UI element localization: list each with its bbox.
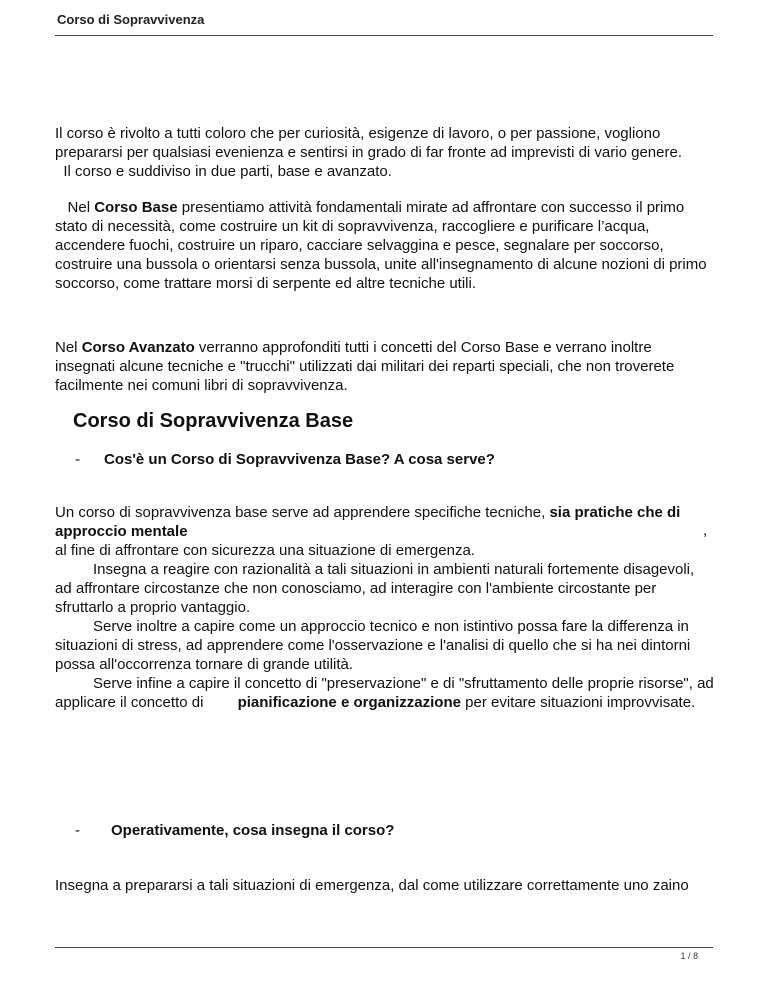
answer-paragraph-5: Insegna a prepararsi a tali situazioni di emergenza, dal come utilizzare correttamente uno zaino bbox=[55, 877, 689, 894]
text-fragment: al fine di affrontare con sicurezza una situazione di emergenza. bbox=[55, 542, 475, 559]
corso-avanzato-label: Corso Avanzato bbox=[81, 339, 195, 356]
text-fragment: Un corso di sopravvivenza base serve ad apprendere specifiche tecniche, bbox=[55, 504, 550, 521]
footer-divider bbox=[55, 947, 713, 948]
intro-paragraph-2 bbox=[55, 198, 715, 293]
question-heading-1: Cos'è un Corso di Sopravvivenza Base? A cosa serve? bbox=[104, 451, 495, 468]
text-fragment: presentiamo attività fondamentali mirate ad affrontare con successo il primo stato di necessità, come costruire un kit di sopravvivenza, raccogliere e purificare l’acqua, accendere fuochi, costruire un riparo, cacciare selvaggina e pesce, segnalare per soccorso, costruire una bussola o orientarsi senza bussola, unite all'insegnamento di alcune nozioni di primo soccorso, come trattare morsi di serpente ed altre tecniche utili. bbox=[55, 199, 707, 292]
answer-text-2: Insegna a reagire con razionalità a tali situazioni in ambienti naturali fortemente disagevoli, ad affrontare circostanze che non conosciamo, ad interagire con l'ambiente circostante per sfruttarlo a proprio vantaggio. bbox=[55, 561, 695, 616]
corso-base-label: Corso Base bbox=[94, 199, 178, 216]
text-fragment: per evitare situazioni improvvisate. bbox=[460, 694, 696, 711]
document-header-title: Corso di Sopravvivenza bbox=[57, 12, 205, 27]
answer-text-3: Serve inoltre a capire come un approccio tecnico e non istintivo possa fare la differenza in situazioni di stress, ad apprendere come l'osservazione e l'analisi di quello che si ha nei dintorni possa all'occorrenza tornare di grande utilità. bbox=[55, 618, 691, 673]
intro-text: Il corso è rivolto a tutti coloro che per curiosità, esigenze di lavoro, o per passione, vogliono prepararsi per qualsiasi evenienza e sentirsi in grado di far fronte ad imprevisti di vario genere. bbox=[55, 125, 682, 161]
question-heading-2: Operativamente, cosa insegna il corso? bbox=[111, 822, 395, 839]
text-fragment: Nel bbox=[67, 199, 95, 216]
answer-paragraph-1 bbox=[55, 503, 715, 712]
bold-phrase-2: pianificazione e organizzazione bbox=[237, 694, 461, 711]
page-number: 1 / 8 bbox=[680, 951, 698, 961]
stray-comma: , bbox=[703, 522, 708, 539]
list-dash: - bbox=[75, 822, 80, 839]
text-fragment: Nel bbox=[55, 339, 82, 356]
bold-phrase: sia pratiche che di approccio mentale bbox=[55, 504, 681, 540]
intro-paragraph-1 bbox=[55, 124, 715, 181]
list-dash: - bbox=[75, 451, 80, 468]
text-fragment: Serve infine a capire il concetto di "preservazione" e di "sfruttamento delle proprie risorse", ad applicare il concetto di bbox=[55, 675, 714, 711]
section-heading: Corso di Sopravvivenza Base bbox=[73, 410, 354, 432]
intro-paragraph-3 bbox=[55, 338, 715, 395]
text-fragment: verranno approfonditi tutti i concetti del Corso Base e verrano inoltre insegnati alcune tecniche e "trucchi" utilizzati dai militari dei reparti speciali, che non troverete facilmente nei comuni libri di sopravvivenza. bbox=[55, 339, 675, 394]
header-divider bbox=[55, 35, 713, 36]
intro-subdivision-text: Il corso e suddiviso in due parti, base e avanzato. bbox=[63, 163, 392, 180]
